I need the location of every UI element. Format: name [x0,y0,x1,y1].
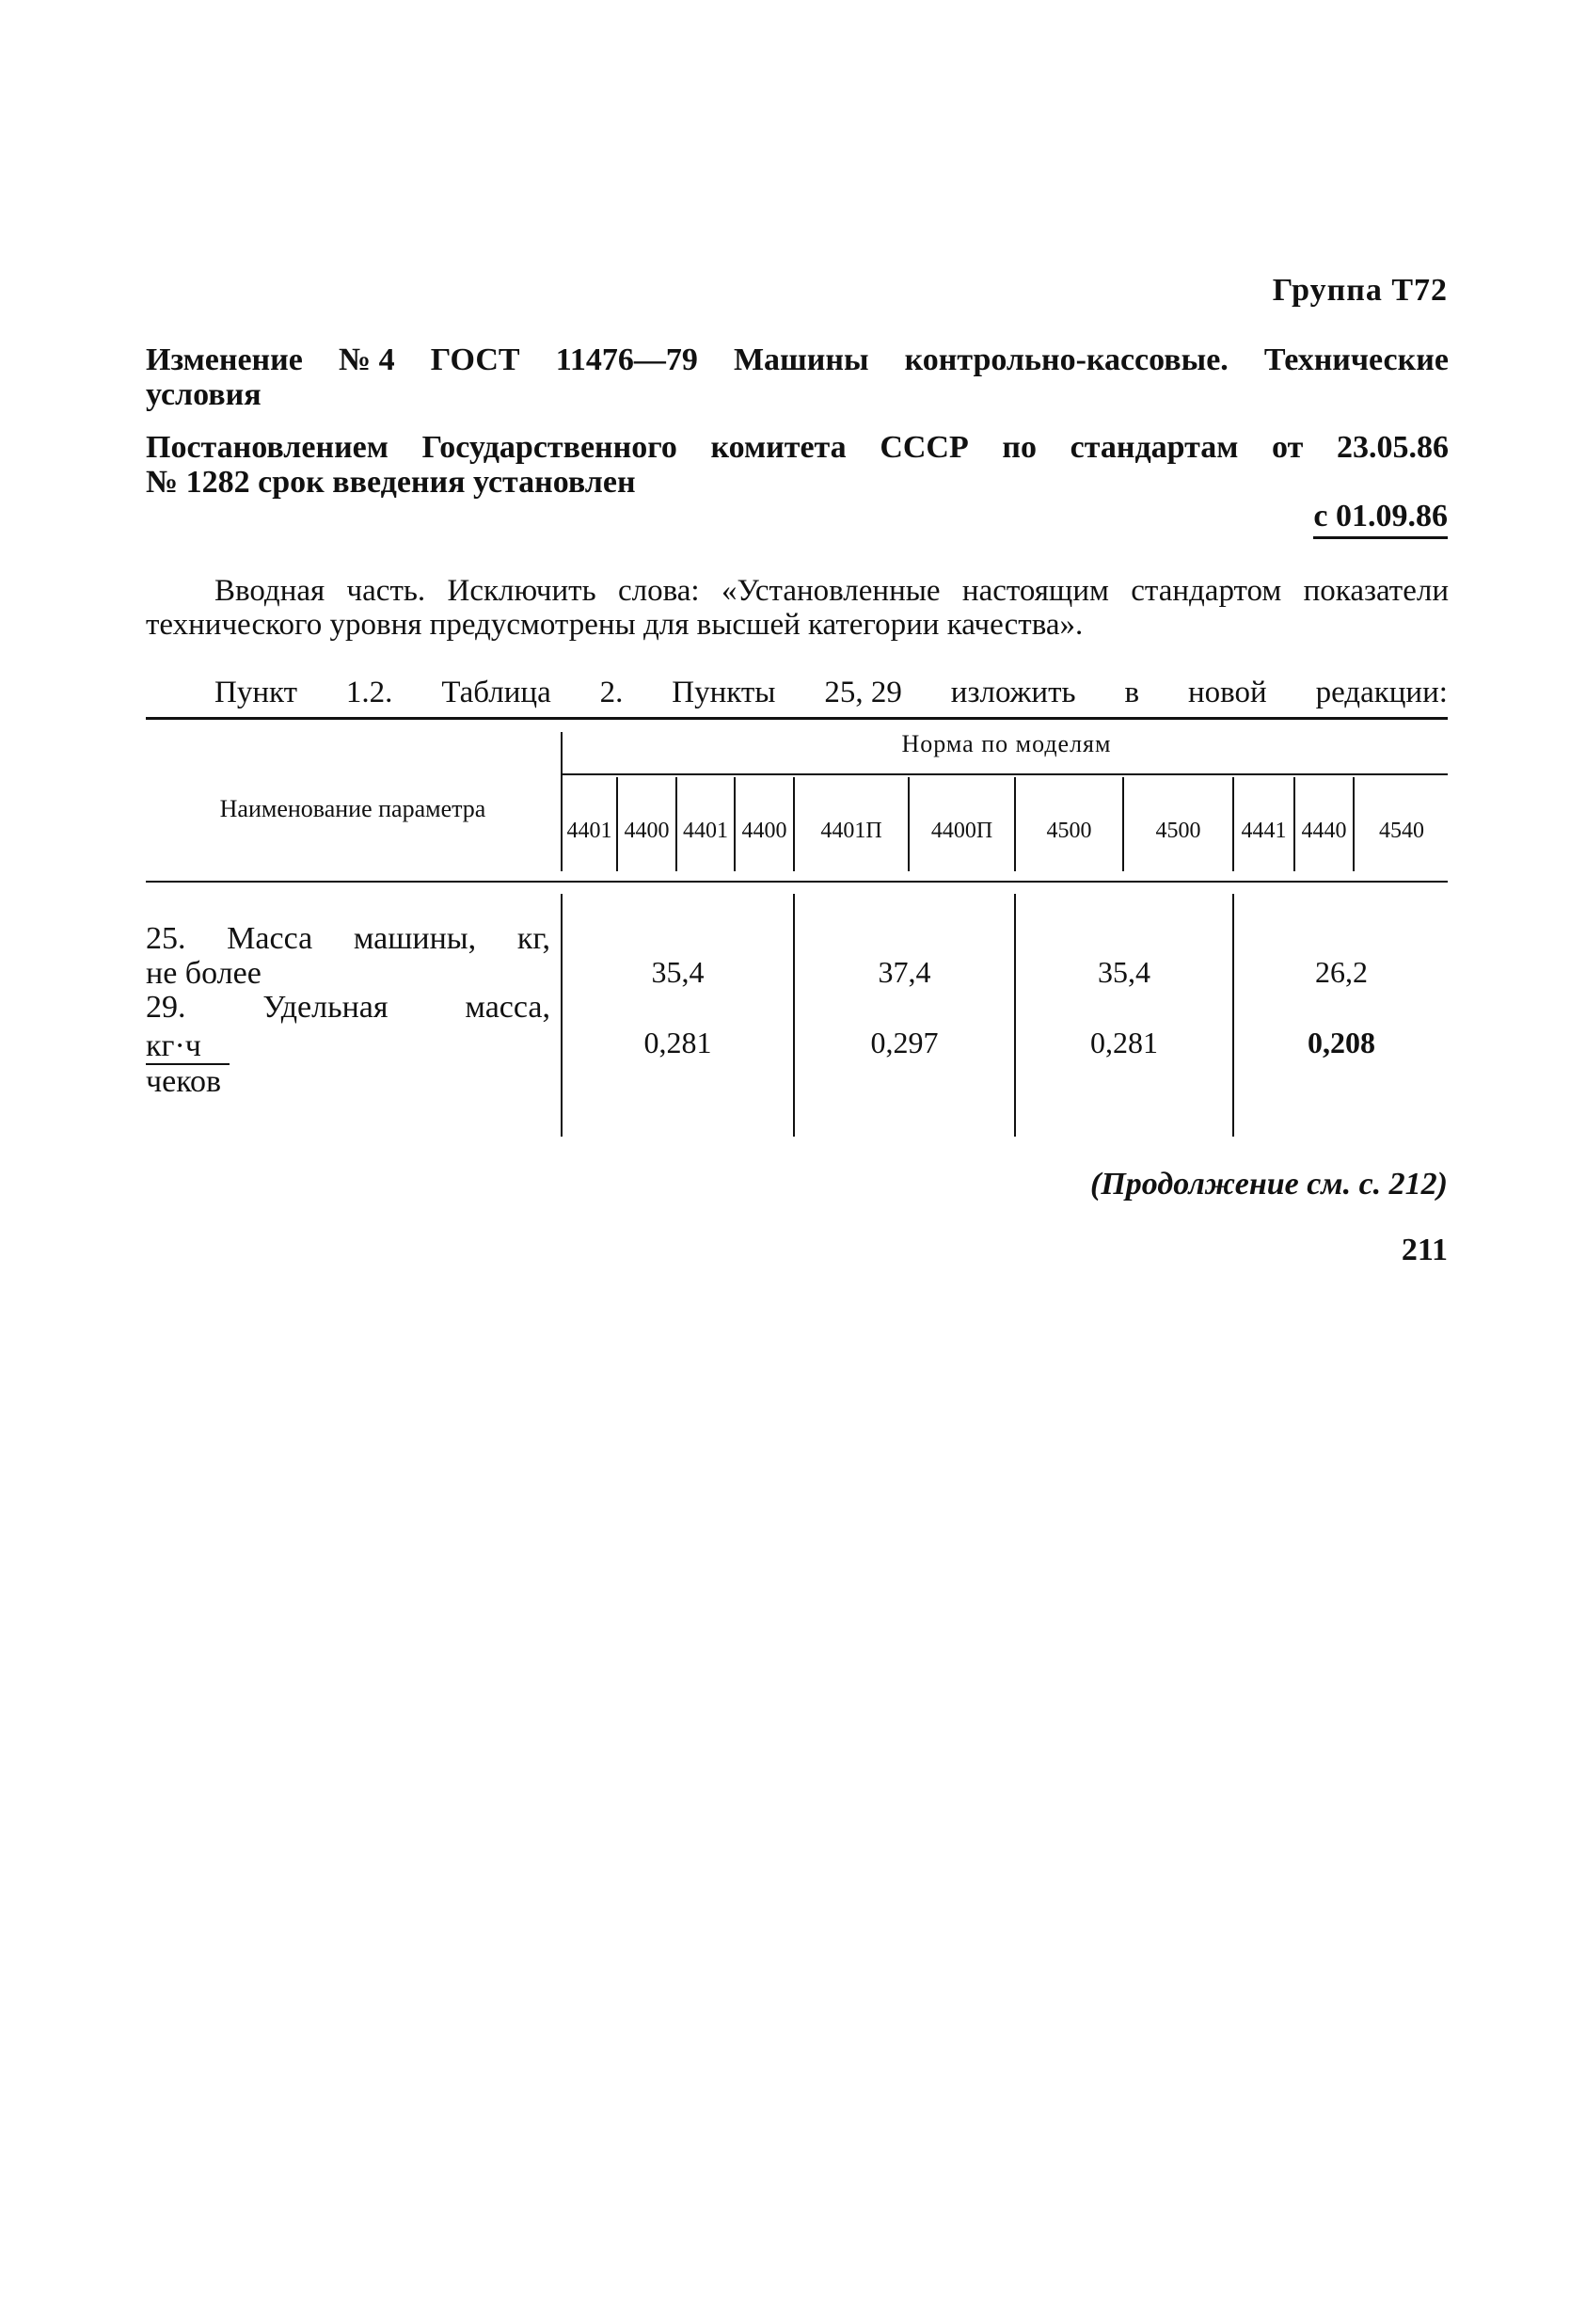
model-header: 4500 [1046,819,1092,843]
model-header: 4441 [1241,819,1287,843]
heading-word: Машины [733,342,869,377]
resolution-word: 23.05.86 [1336,430,1449,465]
model-header: 4500 [1155,819,1201,843]
point-word: новой [1187,676,1267,709]
row-label-word: Масса [227,921,313,956]
intro-text: Вводная часть. Исключить слова: «Установленные настоящим стандартом показатели технического уровня предусмотрены для высшей категории качества». [146,574,1449,643]
unit-numerator: кг·ч [146,1029,230,1066]
heading-word: 11476—79 [555,342,698,377]
unit-fraction [146,1029,230,1100]
table-cell: 35,4 [1098,955,1150,989]
row-label-line: не более [146,955,262,991]
resolution-word: Постановлением [146,430,389,465]
heading-line-1 [146,343,1449,378]
point-word: Таблица [441,676,551,709]
table-divider [561,894,563,1137]
model-header: 4400П [930,819,993,843]
table-top-rule [146,717,1448,720]
heading-word: ГОСТ [430,342,520,377]
effective-date: с 01.09.86 [1313,499,1448,539]
model-header: 4540 [1379,819,1424,843]
heading-line-2: условия [146,376,262,412]
continuation-note: (Продолжение см. с. 212) [1090,1167,1448,1202]
norm-header: Норма по моделям [901,730,1112,757]
table-divider [793,894,795,1137]
resolution-word: стандартам [1070,430,1239,465]
group-label: Группа Т72 [1272,273,1448,308]
point-word: 1.2. [345,676,393,709]
amendment-heading [146,343,1449,412]
resolution-word: по [1002,430,1037,465]
model-header: 4400 [624,819,670,843]
point-word: в [1124,676,1140,709]
point-word: Пункты [672,676,776,709]
model-header: 4401 [683,819,728,843]
model-header: 4440 [1301,819,1347,843]
resolution-word: от [1272,430,1304,465]
point-word: изложить [950,676,1076,709]
heading-word: Технические [1263,342,1449,377]
model-header: 4400 [741,819,787,843]
table-row-29-label [146,991,550,1100]
row-label-line [146,922,550,957]
intro-paragraph [146,574,1449,643]
point-word: Пункт [214,676,298,709]
row-label-word: масса, [465,990,550,1025]
table-cell: 0,297 [870,1026,939,1059]
table-cell: 26,2 [1315,955,1368,989]
resolution-text [146,431,1449,500]
row-label-line [146,991,550,1026]
row-label-word: Удельная [262,990,389,1025]
resolution-line-1 [146,431,1449,466]
model-header: 4401 [566,819,612,843]
row-label-word: 25. [146,921,186,956]
unit-denominator: чеков [146,1064,222,1100]
table-row-25-label [146,922,550,991]
table-divider [1014,894,1016,1137]
heading-word: № 4 [338,342,395,377]
heading-word: контрольно-кассовые. [904,342,1229,377]
table-header-rule [146,881,1448,883]
row-label-word: машины, [353,921,477,956]
resolution-word: СССР [880,430,969,465]
model-header: 4401П [820,819,882,843]
point-line [214,676,1448,710]
table-cell: 0,281 [1090,1026,1158,1059]
heading-word: Изменение [146,342,303,377]
point-word: 2. [599,676,624,709]
page-number: 211 [1401,1233,1448,1267]
point-word: 25, 29 [824,676,902,709]
table-cell: 0,208 [1308,1026,1375,1059]
param-header: Наименование параметра [219,795,486,822]
table-divider [561,732,563,871]
row-label-word: кг, [516,921,550,956]
table-divider [1232,894,1234,1137]
table-cell: 0,281 [643,1026,712,1059]
resolution-line-2: № 1282 срок введения установлен [146,464,636,500]
row-label-word: 29. [146,990,186,1025]
table-cell: 35,4 [651,955,705,989]
resolution-word: комитета [710,430,847,465]
table-cell: 37,4 [878,955,931,989]
resolution-word: Государственного [421,430,677,465]
table-divider [561,773,1448,775]
point-word: редакции: [1315,676,1448,709]
